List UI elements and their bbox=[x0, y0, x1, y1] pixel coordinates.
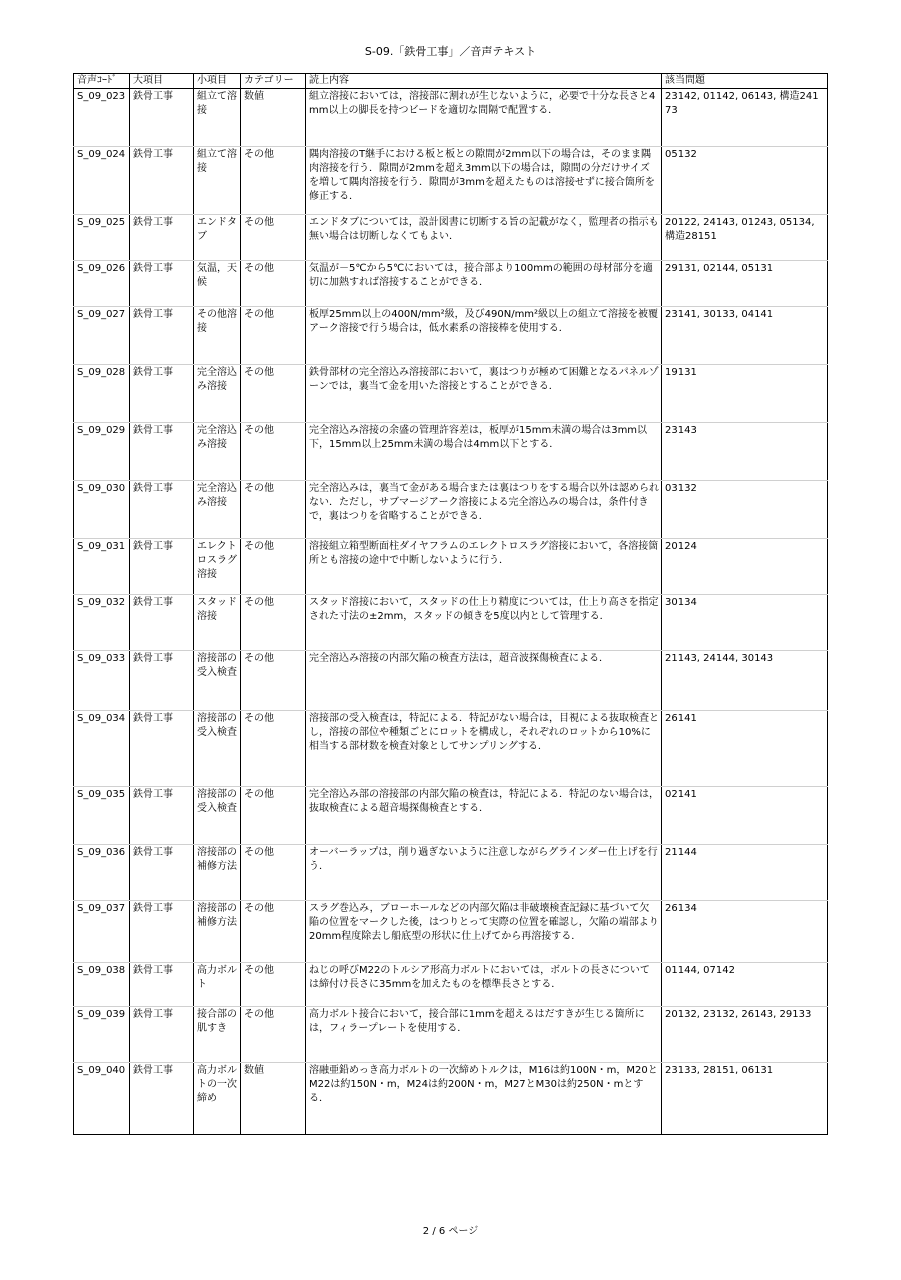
cell-problems: 30134 bbox=[662, 595, 828, 651]
cell-content: 板厚25mm以上の400N/mm²級，及び490N/mm²級以上の組立て溶接を被覆アーク溶接で行う場合は，低水素系の溶接棒を使用する． bbox=[306, 307, 662, 365]
cell-major: 鉄骨工事 bbox=[130, 89, 194, 147]
table-row bbox=[74, 481, 828, 539]
table-row bbox=[74, 901, 828, 963]
cell-problems: 23142, 01142, 06143, 構造24173 bbox=[662, 89, 828, 147]
cell-content: 溶接組立箱型断面柱ダイヤフラムのエレクトロスラグ溶接において，各溶接箇所とも溶接の途中で中断しないように行う． bbox=[306, 539, 662, 595]
column-header-minor: 小項目 bbox=[194, 74, 241, 89]
cell-problems: 26134 bbox=[662, 901, 828, 963]
cell-category: 数値 bbox=[241, 89, 306, 147]
cell-code: S_09_036 bbox=[74, 845, 130, 901]
cell-problems: 29131, 02144, 05131 bbox=[662, 261, 828, 307]
cell-minor: 溶接部の受入検査 bbox=[194, 651, 241, 711]
cell-content: 溶融亜鉛めっき高力ボルトの一次締めトルクは，M16は約100N・m，M20とM22は約150N・m，M24は約200N・m，M27とM30は約250N・mとする． bbox=[306, 1063, 662, 1135]
cell-content: 鉄骨部材の完全溶込み溶接部において，裏はつりが極めて困難となるパネルゾーンでは，裏当て金を用いた溶接とすることができる． bbox=[306, 365, 662, 423]
table-row bbox=[74, 963, 828, 1007]
cell-minor: 溶接部の補修方法 bbox=[194, 901, 241, 963]
cell-category: その他 bbox=[241, 1007, 306, 1063]
cell-category: その他 bbox=[241, 651, 306, 711]
cell-major: 鉄骨工事 bbox=[130, 1007, 194, 1063]
cell-code: S_09_031 bbox=[74, 539, 130, 595]
cell-category: その他 bbox=[241, 423, 306, 481]
cell-minor: 接合部の肌すき bbox=[194, 1007, 241, 1063]
cell-content: 気温が－5℃から5℃においては，接合部より100mmの範囲の母材部分を適切に加熱すれば溶接することができる． bbox=[306, 261, 662, 307]
cell-major: 鉄骨工事 bbox=[130, 845, 194, 901]
cell-minor: 組立て溶接 bbox=[194, 89, 241, 147]
column-header-major: 大項目 bbox=[130, 74, 194, 89]
cell-category: その他 bbox=[241, 711, 306, 787]
cell-problems: 20132, 23132, 26143, 29133 bbox=[662, 1007, 828, 1063]
cell-major: 鉄骨工事 bbox=[130, 261, 194, 307]
cell-content: ねじの呼びM22のトルシア形高力ボルトにおいては，ボルトの長さについては締付け長さに35mmを加えたものを標準長さとする． bbox=[306, 963, 662, 1007]
cell-category: その他 bbox=[241, 787, 306, 845]
table-row bbox=[74, 651, 828, 711]
cell-minor: 溶接部の補修方法 bbox=[194, 845, 241, 901]
table-header-row bbox=[74, 74, 828, 89]
cell-code: S_09_038 bbox=[74, 963, 130, 1007]
cell-content: スラグ巻込み，ブローホールなどの内部欠陥は非破壊検査記録に基づいて欠陥の位置をマークした後，はつりとって実際の位置を確認し，欠陥の端部より20mm程度除去し船底型の形状に仕上げてから再溶接する． bbox=[306, 901, 662, 963]
cell-code: S_09_026 bbox=[74, 261, 130, 307]
cell-code: S_09_039 bbox=[74, 1007, 130, 1063]
column-header-code: 音声ｺｰﾄﾞ bbox=[74, 74, 130, 89]
cell-major: 鉄骨工事 bbox=[130, 651, 194, 711]
cell-problems: 20122, 24143, 01243, 05134, 構造28151 bbox=[662, 215, 828, 261]
cell-minor: エンドタブ bbox=[194, 215, 241, 261]
cell-problems: 26141 bbox=[662, 711, 828, 787]
cell-minor: スタッド溶接 bbox=[194, 595, 241, 651]
cell-code: S_09_023 bbox=[74, 89, 130, 147]
table-row bbox=[74, 89, 828, 147]
cell-minor: 高力ボルトの一次締め bbox=[194, 1063, 241, 1135]
cell-major: 鉄骨工事 bbox=[130, 539, 194, 595]
cell-problems: 21143, 24144, 30143 bbox=[662, 651, 828, 711]
cell-content: 隅肉溶接のT継手における板と板との隙間が2mm以下の場合は，そのまま隅肉溶接を行う．隙間が2mmを超え3mm以下の場合は，隙間の分だけサイズを増して隅肉溶接を行う．隙間が3mmを超えたものは溶接せずに接合箇所を修正する． bbox=[306, 147, 662, 215]
cell-code: S_09_040 bbox=[74, 1063, 130, 1135]
table-row bbox=[74, 215, 828, 261]
cell-problems: 01144, 07142 bbox=[662, 963, 828, 1007]
cell-major: 鉄骨工事 bbox=[130, 481, 194, 539]
table-row bbox=[74, 1063, 828, 1135]
cell-minor: エレクトロスラグ溶接 bbox=[194, 539, 241, 595]
cell-code: S_09_035 bbox=[74, 787, 130, 845]
cell-category: その他 bbox=[241, 307, 306, 365]
cell-problems: 02141 bbox=[662, 787, 828, 845]
table-row bbox=[74, 711, 828, 787]
cell-category: その他 bbox=[241, 365, 306, 423]
table-row bbox=[74, 595, 828, 651]
table-row bbox=[74, 1007, 828, 1063]
cell-minor: 溶接部の受入検査 bbox=[194, 787, 241, 845]
cell-category: 数値 bbox=[241, 1063, 306, 1135]
document-title: S-09.「鉄骨工事」／音声テキスト bbox=[364, 45, 537, 58]
cell-code: S_09_032 bbox=[74, 595, 130, 651]
cell-minor: 高力ボルト bbox=[194, 963, 241, 1007]
cell-major: 鉄骨工事 bbox=[130, 147, 194, 215]
cell-content: スタッド溶接において，スタッドの仕上り精度については，仕上り高さを指定された寸法の±2mm，スタッドの傾きを5度以内として管理する． bbox=[306, 595, 662, 651]
table-row bbox=[74, 147, 828, 215]
cell-problems: 21144 bbox=[662, 845, 828, 901]
cell-category: その他 bbox=[241, 845, 306, 901]
cell-problems: 23141, 30133, 04141 bbox=[662, 307, 828, 365]
cell-major: 鉄骨工事 bbox=[130, 307, 194, 365]
cell-content: 完全溶込み溶接の内部欠陥の検査方法は，超音波探傷検査による． bbox=[306, 651, 662, 711]
cell-category: その他 bbox=[241, 901, 306, 963]
cell-minor: 溶接部の受入検査 bbox=[194, 711, 241, 787]
column-header-category: カテゴリー bbox=[241, 74, 306, 89]
cell-problems: 23133, 28151, 06131 bbox=[662, 1063, 828, 1135]
cell-content: 完全溶込みは，裏当て金がある場合または裏はつりをする場合以外は認められない．ただし，サブマージアーク溶接による完全溶込みの場合は，条件付きで，裏はつりを省略することができる． bbox=[306, 481, 662, 539]
cell-problems: 05132 bbox=[662, 147, 828, 215]
cell-content: 高力ボルト接合において，接合部に1mmを超えるはだすきが生じる箇所には，フィラープレートを使用する． bbox=[306, 1007, 662, 1063]
cell-code: S_09_030 bbox=[74, 481, 130, 539]
page-number: 2 / 6 ページ bbox=[422, 1226, 479, 1237]
cell-content: 完全溶込み溶接の余盛の管理許容差は，板厚が15mm未満の場合は3mm以下，15mm以上25mm未満の場合は4mm以下とする． bbox=[306, 423, 662, 481]
cell-major: 鉄骨工事 bbox=[130, 423, 194, 481]
cell-code: S_09_027 bbox=[74, 307, 130, 365]
table-row bbox=[74, 307, 828, 365]
cell-content: オーバーラップは，削り過ぎないように注意しながらグラインダー仕上げを行う． bbox=[306, 845, 662, 901]
cell-minor: 気温，天候 bbox=[194, 261, 241, 307]
cell-category: その他 bbox=[241, 215, 306, 261]
table-row bbox=[74, 787, 828, 845]
cell-code: S_09_037 bbox=[74, 901, 130, 963]
voice-text-table bbox=[73, 73, 828, 1135]
cell-minor: その他溶接 bbox=[194, 307, 241, 365]
cell-major: 鉄骨工事 bbox=[130, 1063, 194, 1135]
column-header-content: 読上内容 bbox=[306, 74, 662, 89]
cell-content: 完全溶込み部の溶接部の内部欠陥の検査は，特記による．特記のない場合は，抜取検査による超音場探傷検査とする． bbox=[306, 787, 662, 845]
cell-category: その他 bbox=[241, 963, 306, 1007]
cell-content: エンドタブについては，設計図書に切断する旨の記載がなく，監理者の指示も無い場合は切断しなくてもよい． bbox=[306, 215, 662, 261]
cell-major: 鉄骨工事 bbox=[130, 215, 194, 261]
cell-category: その他 bbox=[241, 481, 306, 539]
cell-major: 鉄骨工事 bbox=[130, 787, 194, 845]
cell-problems: 19131 bbox=[662, 365, 828, 423]
cell-code: S_09_033 bbox=[74, 651, 130, 711]
cell-minor: 完全溶込み溶接 bbox=[194, 481, 241, 539]
cell-major: 鉄骨工事 bbox=[130, 595, 194, 651]
table-row bbox=[74, 423, 828, 481]
cell-code: S_09_028 bbox=[74, 365, 130, 423]
cell-major: 鉄骨工事 bbox=[130, 365, 194, 423]
table-row bbox=[74, 261, 828, 307]
cell-category: その他 bbox=[241, 261, 306, 307]
cell-problems: 03132 bbox=[662, 481, 828, 539]
cell-category: その他 bbox=[241, 539, 306, 595]
cell-major: 鉄骨工事 bbox=[130, 901, 194, 963]
cell-category: その他 bbox=[241, 147, 306, 215]
cell-problems: 23143 bbox=[662, 423, 828, 481]
table-row bbox=[74, 845, 828, 901]
cell-code: S_09_024 bbox=[74, 147, 130, 215]
cell-code: S_09_034 bbox=[74, 711, 130, 787]
cell-minor: 組立て溶接 bbox=[194, 147, 241, 215]
cell-major: 鉄骨工事 bbox=[130, 963, 194, 1007]
table-row bbox=[74, 365, 828, 423]
cell-content: 溶接部の受入検査は，特記による．特記がない場合は，目視による抜取検査とし，溶接の部位や種類ごとにロットを構成し，それぞれのロットから10%に相当する部材数を検査対象としてサンプリングする． bbox=[306, 711, 662, 787]
cell-code: S_09_029 bbox=[74, 423, 130, 481]
column-header-problems: 該当問題 bbox=[662, 74, 828, 89]
cell-category: その他 bbox=[241, 595, 306, 651]
cell-problems: 20124 bbox=[662, 539, 828, 595]
cell-content: 組立溶接においては，溶接部に割れが生じないように，必要で十分な長さと4mm以上の脚長を持つビードを適切な間隔で配置する． bbox=[306, 89, 662, 147]
cell-minor: 完全溶込み溶接 bbox=[194, 365, 241, 423]
cell-major: 鉄骨工事 bbox=[130, 711, 194, 787]
cell-minor: 完全溶込み溶接 bbox=[194, 423, 241, 481]
table-row bbox=[74, 539, 828, 595]
cell-code: S_09_025 bbox=[74, 215, 130, 261]
